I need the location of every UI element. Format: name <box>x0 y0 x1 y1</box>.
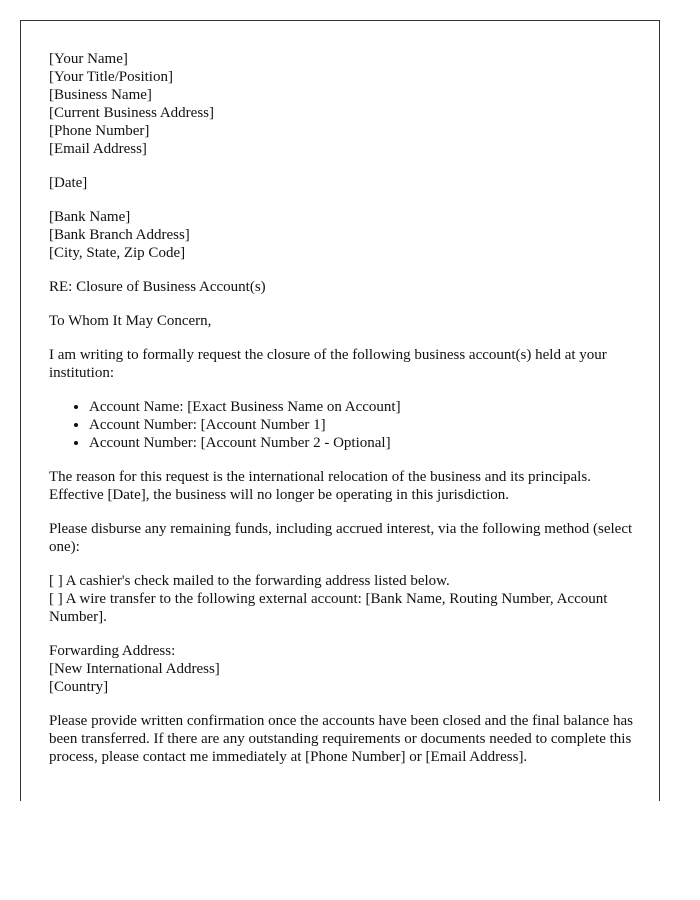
account-list-item: • Account Name: [Exact Business Name on Account] <box>89 398 639 416</box>
disbursement-options <box>49 572 639 626</box>
sender-title: [Your Title/Position] <box>49 69 173 85</box>
disbursement-intro: Please disburse any remaining funds, including accrued interest, via the following method (select one): <box>49 521 633 555</box>
letter-date: [Date] <box>49 175 88 191</box>
account-list-item: • Account Number: [Account Number 2 - Optional] <box>89 434 639 452</box>
letter-content <box>49 50 639 782</box>
forwarding-country: [Country] <box>49 679 109 695</box>
forwarding-label: Forwarding Address: <box>49 643 176 659</box>
recipient-branch-address: [Bank Branch Address] <box>49 227 190 243</box>
recipient-bank-name: [Bank Name] <box>49 209 131 225</box>
sender-email: [Email Address] <box>49 141 147 157</box>
forwarding-address-block <box>49 642 639 696</box>
option-cashiers-check: [ ] A cashier's check mailed to the forwarding address listed below. <box>49 573 450 589</box>
option-wire-transfer: [ ] A wire transfer to the following external account: [Bank Name, Routing Number, Account Number]. <box>49 591 608 625</box>
recipient-block <box>49 208 639 262</box>
sender-address: [Current Business Address] <box>49 105 214 121</box>
sender-name: [Your Name] <box>49 51 128 67</box>
account-list-item: • Account Number: [Account Number 1] <box>89 416 639 434</box>
forwarding-address: [New International Address] <box>49 661 220 677</box>
reason-paragraph: The reason for this request is the international relocation of the business and its principals. Effective [Date], the business will no longer be operating in this jurisdiction. <box>49 469 591 503</box>
date-block <box>49 174 639 192</box>
recipient-city-state-zip: [City, State, Zip Code] <box>49 245 186 261</box>
salutation: To Whom It May Concern, <box>49 313 212 329</box>
letter-page <box>20 20 660 801</box>
sender-block <box>49 50 639 158</box>
sender-phone: [Phone Number] <box>49 123 150 139</box>
sender-business-name: [Business Name] <box>49 87 152 103</box>
accounts-list <box>49 398 639 452</box>
closing-paragraph: Please provide written confirmation once the accounts have been closed and the final balance has been transferred. If there are any outstanding requirements or documents needed to complete this process, please contact me immediately at [Phone Number] or [Email Address]. <box>49 713 633 765</box>
subject-line: RE: Closure of Business Account(s) <box>49 279 266 295</box>
intro-paragraph: I am writing to formally request the closure of the following business account(s) held at your institution: <box>49 347 607 381</box>
